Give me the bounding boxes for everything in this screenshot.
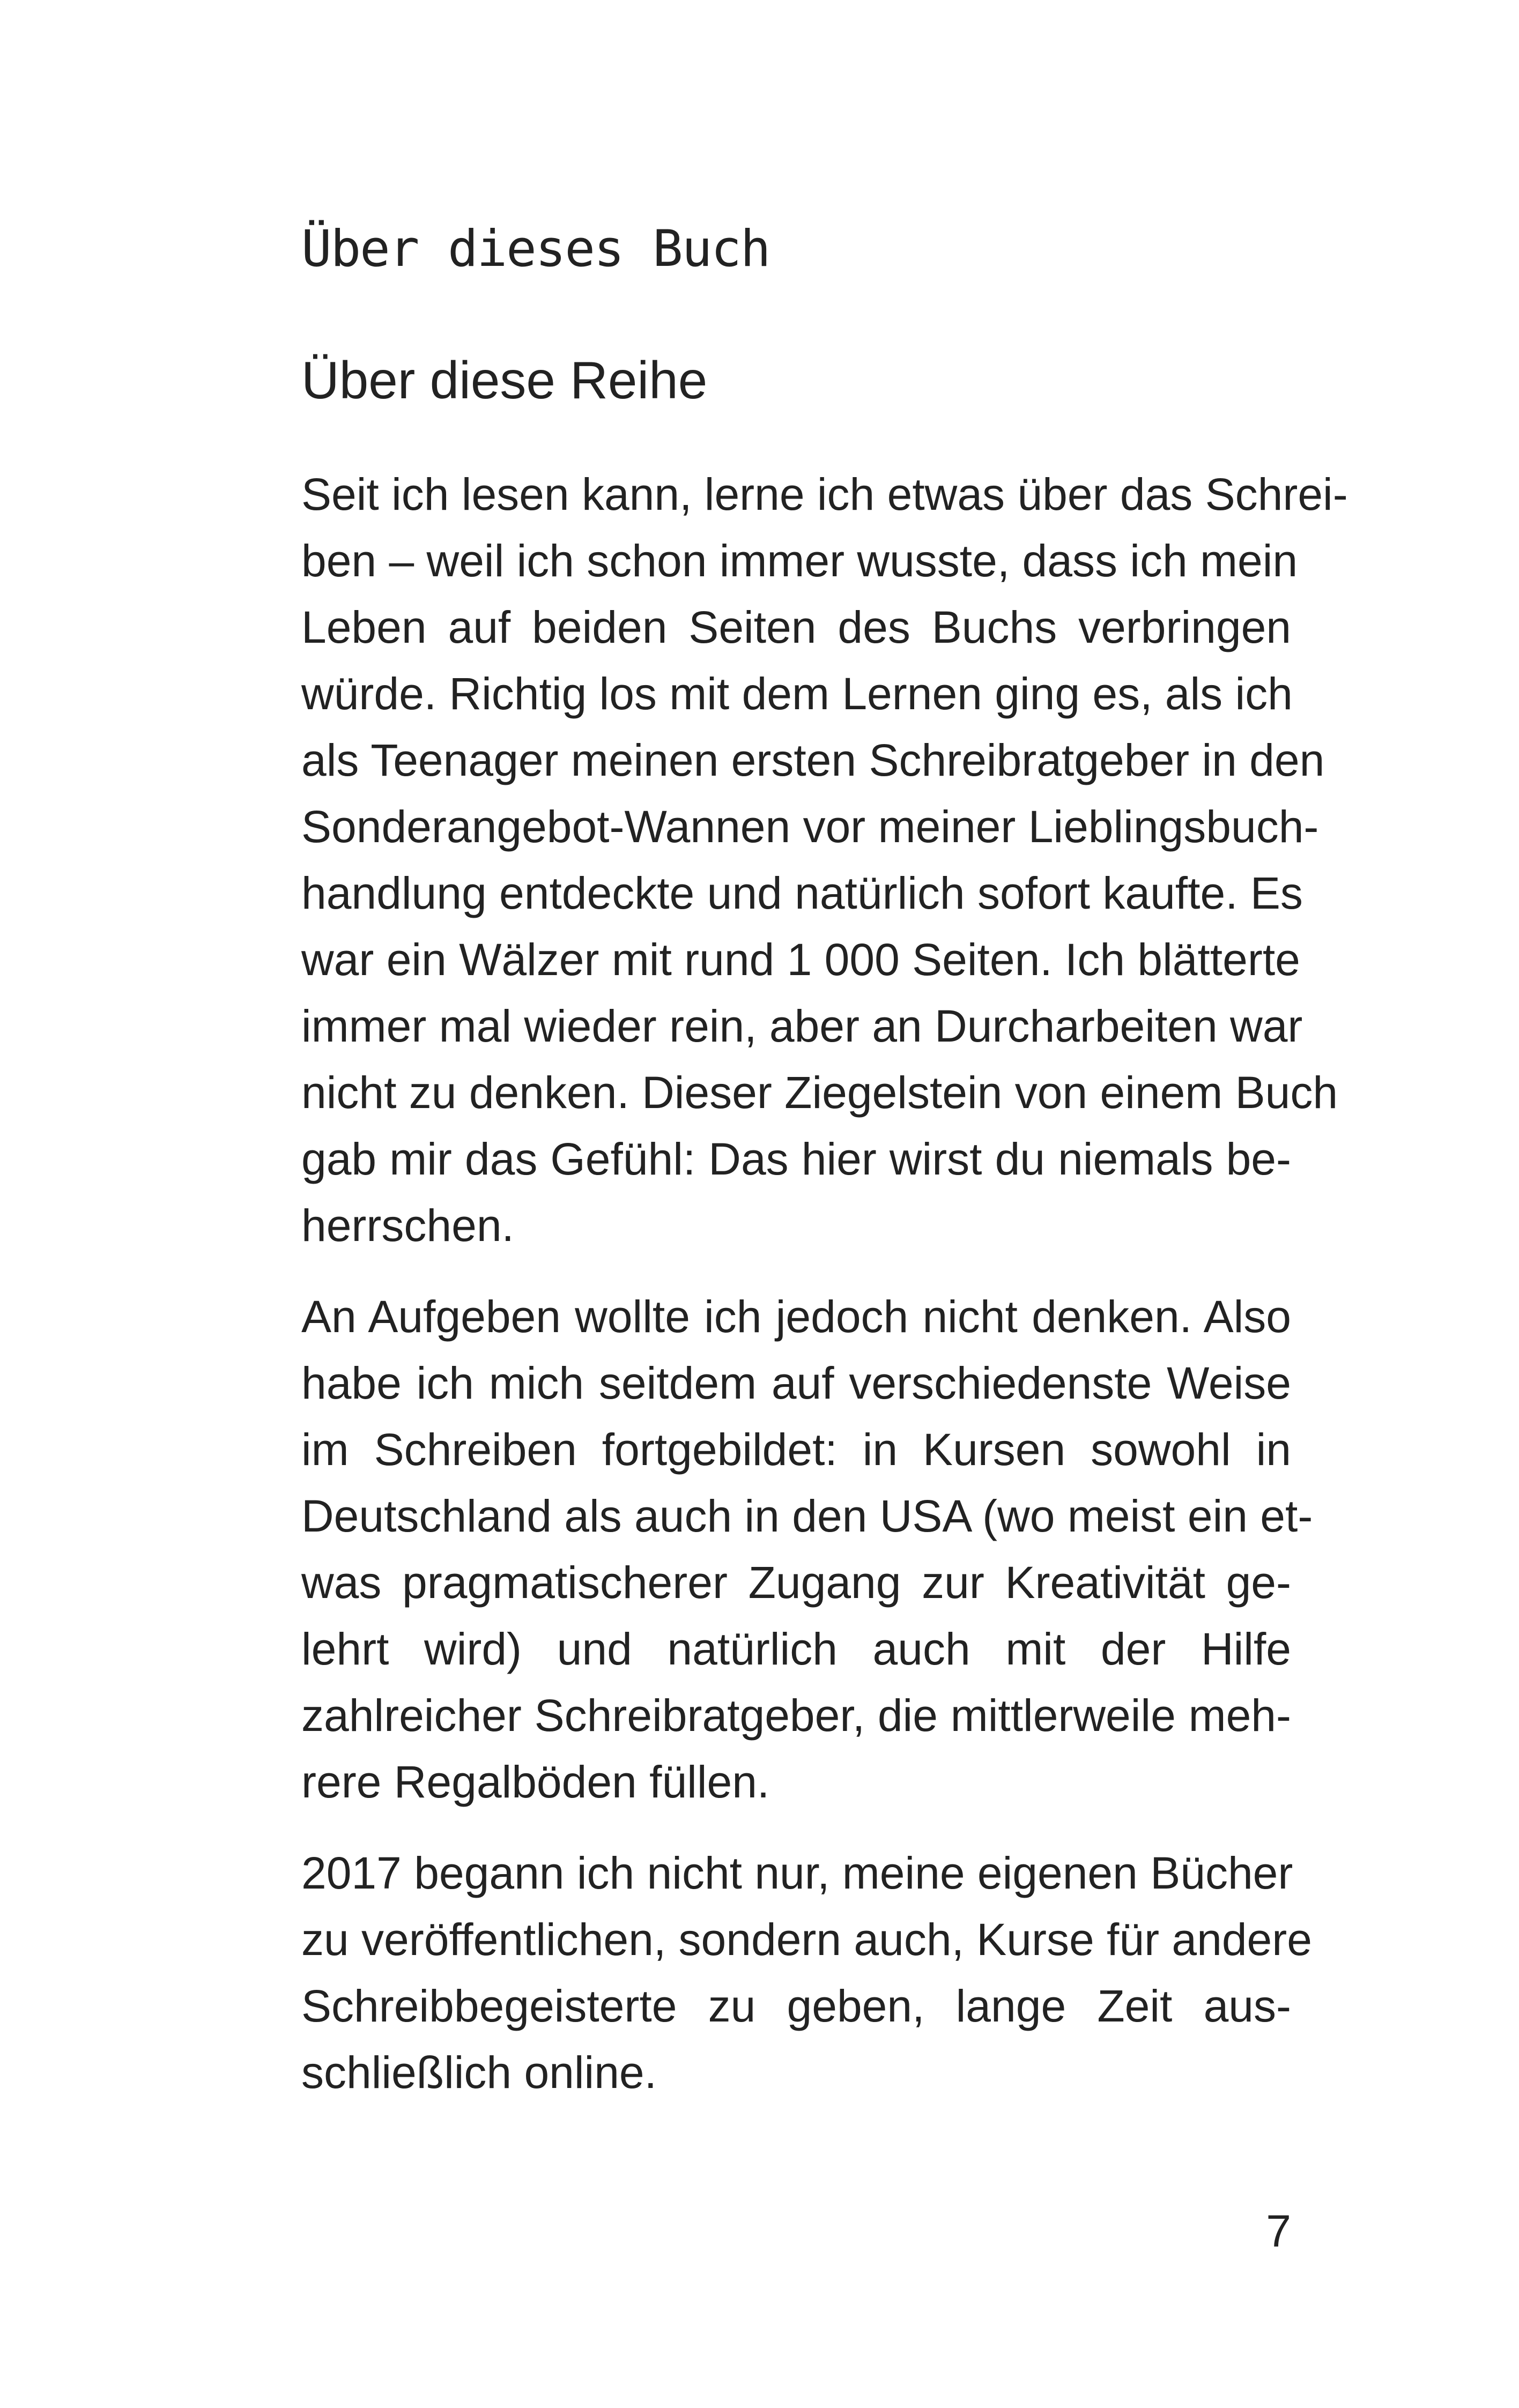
text-line: im Schreiben fortgebildet: in Kursen sowohl in (301, 1424, 1291, 1475)
body-text (301, 461, 1348, 2106)
chapter-heading: Über dieses Buch (301, 220, 770, 278)
paragraph-3 (301, 1840, 1312, 2106)
text-line: gab mir das Gefühl: Das hier wirst du niemals be- (301, 1134, 1291, 1184)
paragraph-1 (301, 461, 1348, 1259)
text-line: zu veröffentlichen, sondern auch, Kurse für andere (301, 1914, 1312, 1965)
text-line: rere Regalböden füllen. (301, 1757, 770, 1807)
paragraph-2 (301, 1283, 1313, 1815)
text-line: Leben auf beiden Seiten des Buchs verbringen (301, 602, 1291, 652)
text-line: zahlreicher Schreibratgeber, die mittlerweile meh- (301, 1690, 1291, 1741)
text-line: An Aufgeben wollte ich jedoch nicht denken. Also (301, 1291, 1291, 1342)
text-line: handlung entdeckte und natürlich sofort kaufte. Es (301, 868, 1303, 918)
text-line: würde. Richtig los mit dem Lernen ging es, als ich (301, 668, 1293, 719)
text-line: herrschen. (301, 1200, 514, 1251)
text-line: Deutschland als auch in den USA (wo meist ein et- (301, 1491, 1313, 1541)
page-number: 7 (1266, 2206, 1291, 2256)
text-line: nicht zu denken. Dieser Ziegelstein von einem Buch (301, 1067, 1338, 1118)
text-line: war ein Wälzer mit rund 1 000 Seiten. Ich blätterte (301, 934, 1300, 985)
text-line: lehrt wird) und natürlich auch mit der Hilfe (301, 1624, 1291, 1674)
text-line: immer mal wieder rein, aber an Durcharbeiten war (301, 1001, 1303, 1051)
text-line: habe ich mich seitdem auf verschiedenste Weise (301, 1358, 1291, 1408)
text-line: ben – weil ich schon immer wusste, dass ich mein (301, 536, 1298, 586)
text-line: als Teenager meinen ersten Schreibratgeber in den (301, 735, 1325, 785)
section-heading: Über diese Reihe (301, 351, 708, 410)
text-line: 2017 begann ich nicht nur, meine eigenen Bücher (301, 1848, 1293, 1898)
text-line: was pragmatischerer Zugang zur Kreativität ge- (301, 1557, 1291, 1608)
text-line: Seit ich lesen kann, lerne ich etwas über das Schrei- (301, 469, 1348, 519)
text-line: Sonderangebot-Wannen vor meiner Lieblingsbuch- (301, 801, 1319, 852)
text-line: Schreibbegeisterte zu geben, lange Zeit aus- (301, 1981, 1291, 2031)
text-line: schließlich online. (301, 2047, 657, 2098)
